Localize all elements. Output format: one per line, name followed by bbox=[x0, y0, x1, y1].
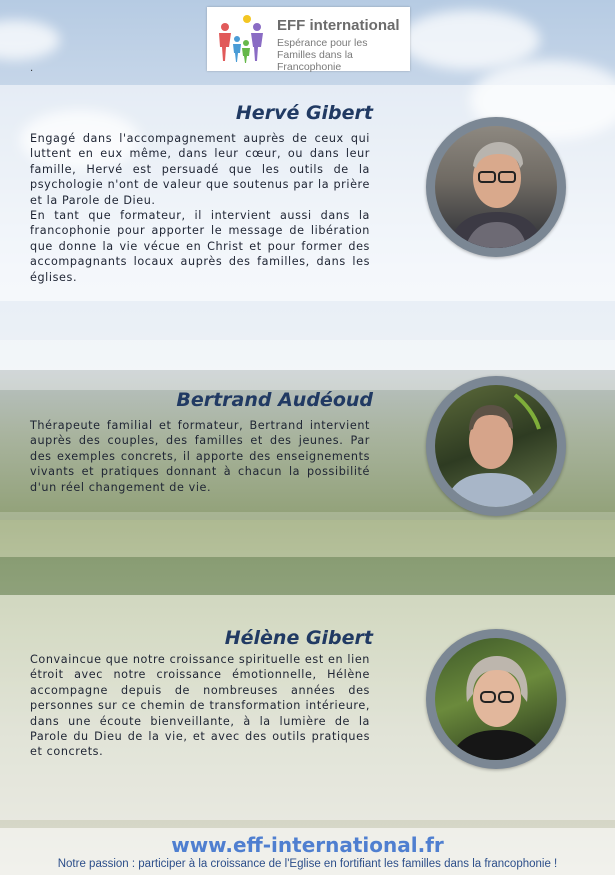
light-band bbox=[0, 512, 615, 557]
logo-subtitle: Espérance pour les Familles dans la Francophonie bbox=[277, 37, 368, 73]
cloud bbox=[400, 10, 540, 70]
portrait-bertrand-icon bbox=[435, 385, 557, 507]
person-name-bertrand: Bertrand Audéoud bbox=[176, 389, 373, 411]
portrait-herve-icon bbox=[435, 126, 557, 248]
website-link[interactable]: www.eff-international.fr bbox=[171, 833, 444, 857]
person-bio-herve bbox=[30, 131, 370, 285]
person-name-herve: Hervé Gibert bbox=[235, 102, 373, 124]
grass-strip bbox=[0, 557, 615, 595]
motto-text: Notre passion : participer à la croissance de l'Eglise en fortifiant les familles dans la francophonie ! bbox=[57, 858, 558, 870]
portrait-helene-icon bbox=[435, 638, 557, 760]
family-figures-logo-icon bbox=[213, 13, 275, 65]
eff-logo[interactable] bbox=[207, 7, 410, 71]
person-bio-bertrand: Thérapeute familial et formateur, Bertrand intervient auprès des couples, des familles et des jeunes. Par des exemples concrets, il apporte des enseignements vivants et pratiques donnant à chacun la possibilité d'un réel changement de vie. bbox=[30, 419, 370, 494]
bio-paragraph: Engagé dans l'accompagnement auprès de ceux qui luttent en eux même, dans leur cœur, ou dans leur famille, Hervé est persuadé que les outils de la psychologie n'ont de valeur que soutenus par la prière et la Parole de Dieu. bbox=[30, 132, 370, 207]
person-name-helene: Hélène Gibert bbox=[224, 627, 373, 649]
logo-title: EFF international bbox=[277, 17, 400, 34]
avatar-helene bbox=[426, 629, 566, 769]
header-dot: . bbox=[30, 63, 34, 74]
bio-paragraph: En tant que formateur, il intervient aussi dans la francophonie pour apporter le message de libération que donne la vie vécue en Christ et pour former des accompagnants locaux auprès des familles, dans les églises. bbox=[30, 209, 370, 284]
avatar-bertrand bbox=[426, 376, 566, 516]
person-bio-helene: Convaincue que notre croissance spirituelle est en lien étroit avec notre croissance émotionnelle, Hélène accompagne depuis de nombreuses années des personnes sur ce chemin de transformation intérieure, dans une écoute bienveillante, à la lumière de la Parole du Dieu de la vie, et avec des outils pratiques et concrets. bbox=[30, 653, 370, 759]
avatar-herve bbox=[426, 117, 566, 257]
